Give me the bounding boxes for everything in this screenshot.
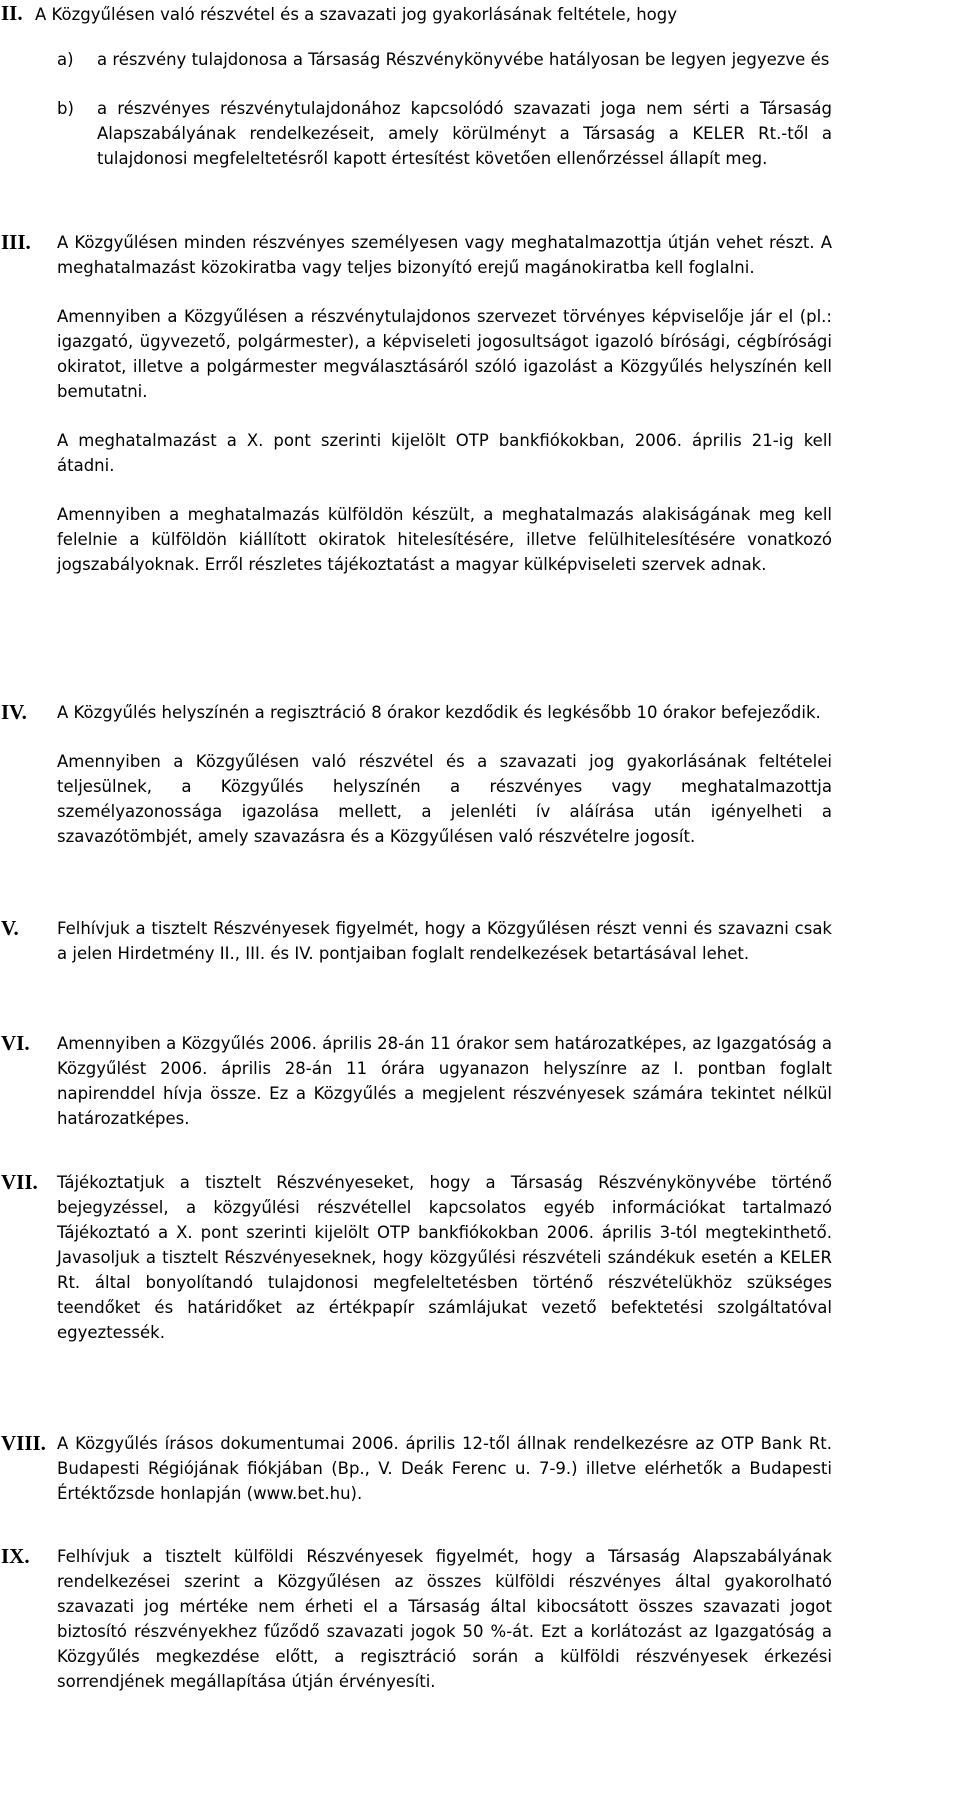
paragraph: Felhívjuk a tisztelt külföldi Részvényesek figyelmét, hogy a Társaság Alapszabályának rendelkezései szerint a Közgyűlésen az összes külföldi részvényes által gyakorolható szavazati jog mértéke nem érheti el a Társaság által kibocsátott összes szavazati jogot biztosító részvényekhez fűződő szavazati jogok 50 %-át. Ezt a korlátozást az Igazgatóság a Közgyűlés megkezdése előtt, a regisztráció során a külföldi részvényesek érkezési sorrendjének megállapítása útján érvényesíti.	[57, 1547, 832, 1691]
item-label: b)	[57, 99, 74, 118]
paragraph: Amennyiben a Közgyűlésen való részvétel és a szavazati jog gyakorlásának feltételei teljesülnek, a Közgyűlés helyszínén a részvényes vagy meghatalmazottja személyazonossága igazolása mellett, a jelenléti ív aláírása után igényelheti a szavazótömbjét, amely szavazásra és a Közgyűlésen való részvételre jogosít.	[57, 752, 832, 846]
paragraph: Felhívjuk a tisztelt Részvényesek figyelmét, hogy a Közgyűlésen részt venni és szavazni csak a jelen Hirdetmény II., III. és IV. pontjaiban foglalt rendelkezések betartásával lehet.	[57, 919, 832, 963]
paragraph: Amennyiben a meghatalmazás külföldön készült, a meghatalmazás alakiságának meg kell felelnie a külföldön kiállított okiratok hitelesítésére, illetve felülhitelesítésére vonatkozó jogszabályoknak. Erről részletes tájékoztatást a magyar külképviseleti szervek adnak.	[57, 505, 832, 574]
section-body	[57, 916, 832, 966]
section-body	[57, 1031, 832, 1131]
section-number: VIII.	[1, 1431, 46, 1455]
item-label: a)	[57, 50, 74, 69]
item-text: a részvényes részvénytulajdonához kapcsolódó szavazati joga nem sérti a Társaság Alapszabályának rendelkezéseit, amely körülményt a Társaság a KELER Rt.-től a tulajdonosi megfeleltetésről kapott értesítést követően ellenőrzéssel állapít meg.	[97, 99, 832, 168]
paragraph: A Közgyűlés írásos dokumentumai 2006. április 12-től állnak rendelkezésre az OTP Bank Rt. Budapesti Régiójának fiókjában (Bp., V. Deák Ferenc u. 7-9.) illetve elérhetők a Budapesti Értéktőzsde honlapján (www.bet.hu).	[57, 1434, 832, 1503]
section-items	[57, 47, 832, 171]
section-number: III.	[1, 230, 31, 254]
section-number: V.	[1, 916, 19, 940]
section-body	[57, 700, 832, 849]
section-body	[57, 1544, 832, 1694]
section-body	[57, 1431, 832, 1506]
paragraph: A meghatalmazást a X. pont szerinti kijelölt OTP bankfiókokban, 2006. április 21-ig kell átadni.	[57, 431, 832, 475]
section-number: IV.	[1, 700, 27, 724]
paragraph: A Közgyűlésen minden részvényes személyesen vagy meghatalmazottja útján vehet részt. A meghatalmazást közokiratba vagy teljes bizonyító erejű magánokiratba kell foglalni.	[57, 233, 832, 277]
section-number: II.	[1, 1, 23, 25]
section-body	[57, 1170, 832, 1345]
paragraph: A Közgyűlés helyszínén a regisztráció 8 órakor kezdődik és legkésőbb 10 órakor befejeződik.	[57, 703, 821, 722]
paragraph: Tájékoztatjuk a tisztelt Részvényeseket, hogy a Társaság Részvénykönyvébe történő bejegyzéssel, a közgyűlési részvétellel kapcsolatos egyéb információkat tartalmazó Tájékoztató a X. pont szerinti kijelölt OTP bankfiókokban 2006. április 3-tól megtekinthető. Javasoljuk a tisztelt Részvényeseknek, hogy közgyűlési részvételi szándékuk esetén a KELER Rt. által bonyolítandó tulajdonosi megfeleltetésben történő részvételükhöz szükséges teendőket és határidőket az értékpapír számlájukat vezető befektetési szolgáltatóval egyeztessék.	[57, 1173, 832, 1342]
section-body	[57, 230, 832, 577]
paragraph: Amennyiben a Közgyűlés 2006. április 28-án 11 órakor sem határozatképes, az Igazgatóság a Közgyűlést 2006. április 28-án 11 órára ugyanazon helyszínre az I. pontban foglalt napirenddel hívja össze. Ez a Közgyűlés a megjelent részvényesek számára tekintet nélkül határozatképes.	[57, 1034, 832, 1128]
paragraph: Amennyiben a Közgyűlésen a részvénytulajdonos szervezet törvényes képviselője jár el (pl.: igazgató, ügyvezető, polgármester), a képviseleti jogosultságot igazoló bírósági, cégbírósági okiratot, illetve a polgármester megválasztásáról szóló igazolást a Közgyűlés helyszínén kell bemutatni.	[57, 307, 832, 401]
item-text: a részvény tulajdonosa a Társaság Részvénykönyvébe hatályosan be legyen jegyezve és	[97, 50, 830, 69]
section-number: VI.	[1, 1031, 30, 1055]
list-item	[57, 47, 832, 72]
list-item	[57, 96, 832, 171]
section-number: IX.	[1, 1544, 30, 1568]
section-number: VII.	[1, 1170, 38, 1194]
section-intro: A Közgyűlésen való részvétel és a szavazati jog gyakorlásának feltétele, hogy	[35, 5, 677, 24]
